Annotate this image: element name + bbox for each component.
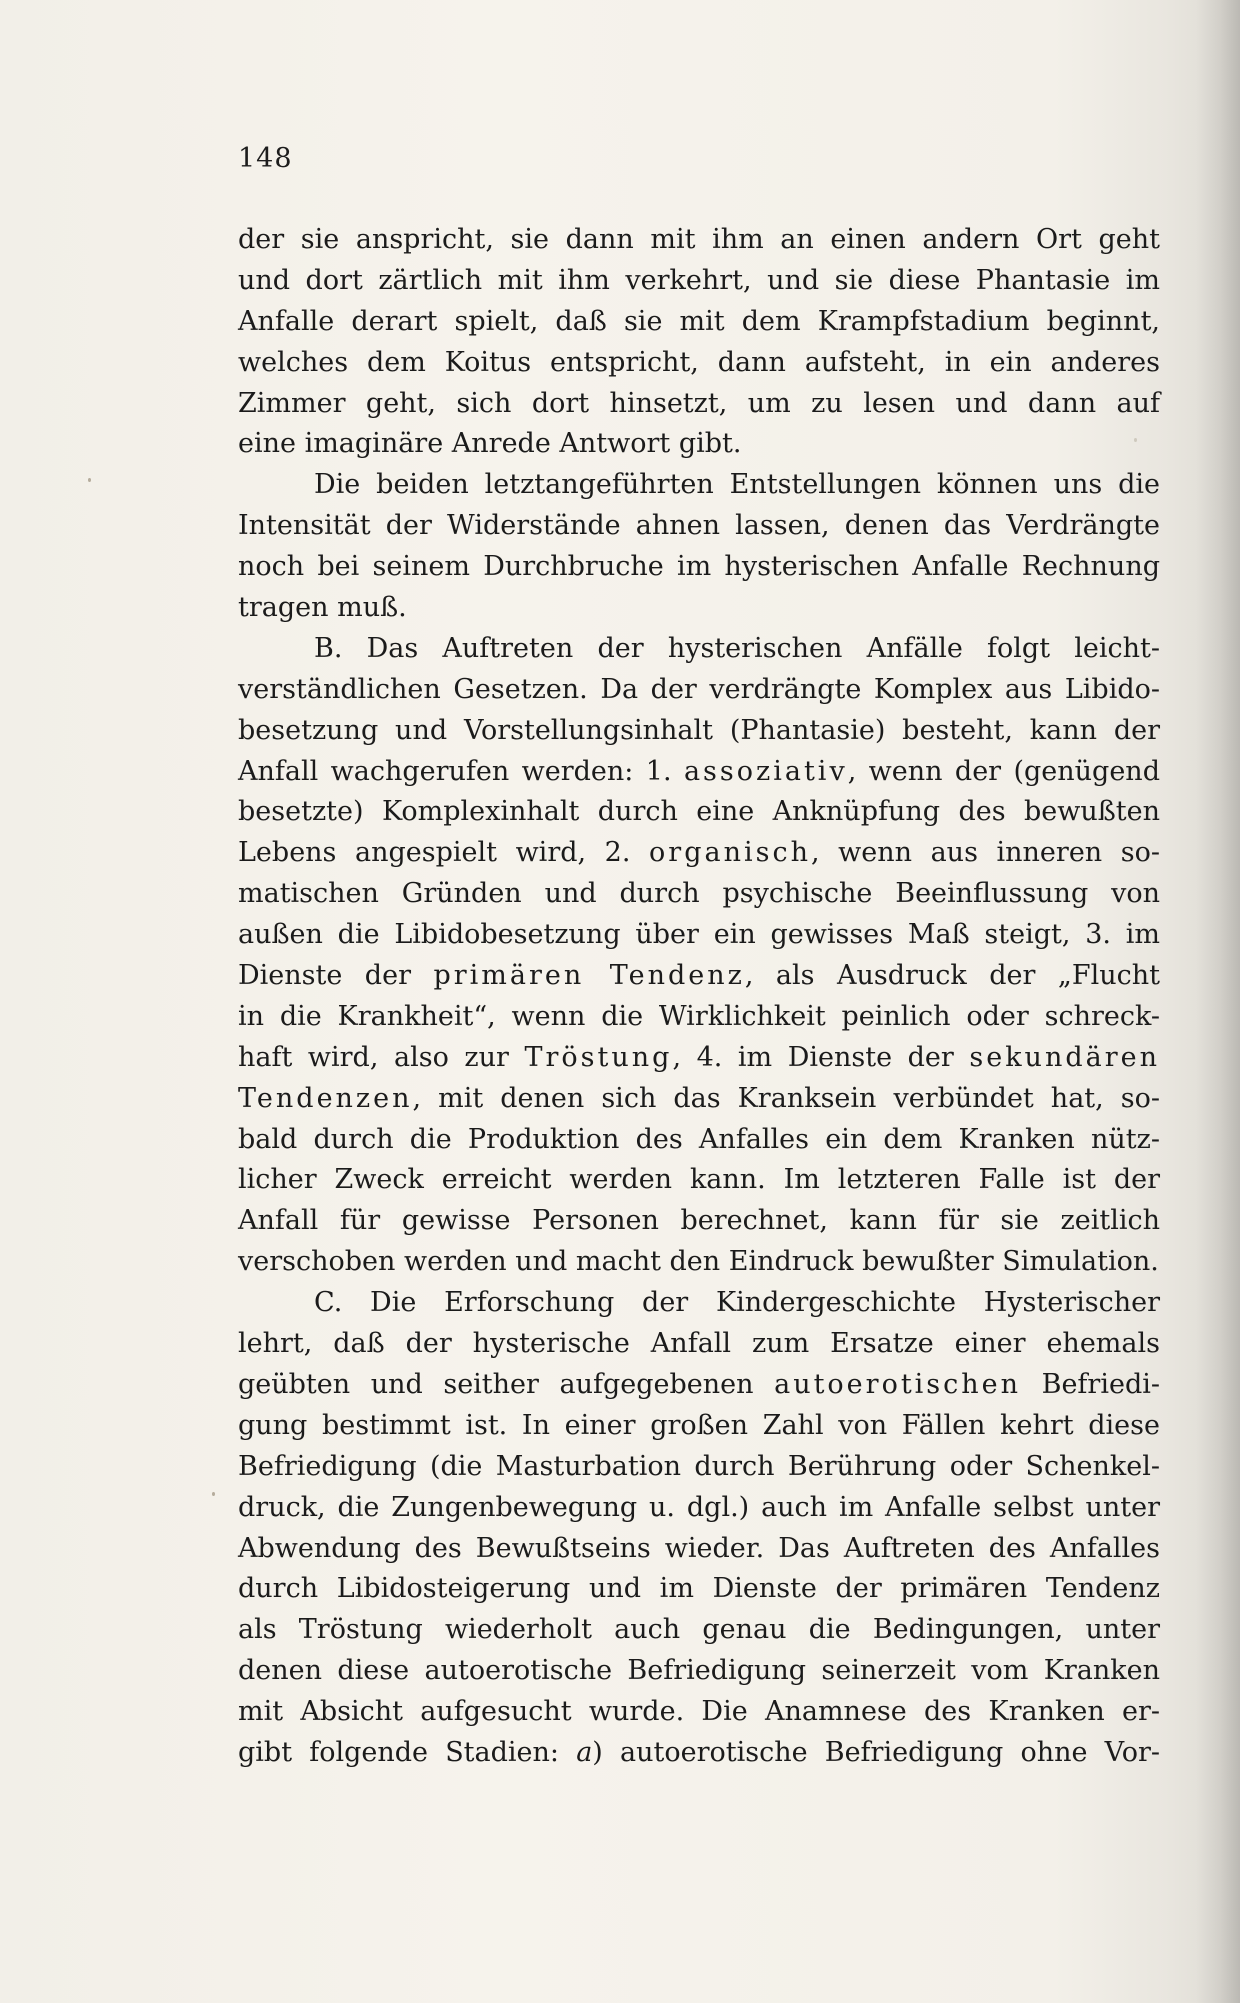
text-line: als Tröstung wiederholt auch genau die Bedingungen, unter bbox=[238, 1614, 1160, 1646]
spaced-term: assoziativ bbox=[683, 755, 848, 787]
text-line: und dort zärtlich mit ihm verkehrt, und sie diese Phantasie im bbox=[238, 264, 1160, 296]
spaced-term: primären Tendenz bbox=[433, 960, 745, 992]
text-line: druck, die Zungenbewegung u. dgl.) auch im Anfalle selbst unter bbox=[238, 1491, 1160, 1523]
text-line: Anfall für gewisse Personen berechnet, kann für sie zeitlich bbox=[238, 1205, 1160, 1237]
text-line: Befriedigung (die Masturbation durch Berührung oder Schenkel- bbox=[238, 1450, 1160, 1482]
text-line: durch Libidosteigerung und im Dienste der primären Tendenz bbox=[238, 1573, 1160, 1605]
text-line: B. Das Auftreten der hysterischen Anfälle folgt leicht- bbox=[314, 632, 1160, 664]
text-line: matischen Gründen und durch psychische Beeinflussung von bbox=[238, 878, 1160, 910]
text-line: Die beiden letztangeführten Entstellungen können uns die bbox=[314, 469, 1160, 501]
spaced-term: sekundären bbox=[969, 1041, 1160, 1073]
text-line: außen die Libidobesetzung über ein gewisses Maß steigt, 3. im bbox=[238, 919, 1160, 951]
text-line: geübten und seither aufgegebenen autoerotischen Befriedi- bbox=[238, 1368, 1160, 1400]
text-line: Zimmer geht, sich dort hinsetzt, um zu lesen und dann auf bbox=[238, 387, 1160, 419]
text-line: Dienste der primären Tendenz, als Ausdruck der „Flucht bbox=[238, 960, 1160, 992]
text-line: besetzung und Vorstellungsinhalt (Phantasie) besteht, kann der bbox=[238, 714, 1160, 746]
spaced-term: autoerotischen bbox=[774, 1368, 1022, 1400]
body-text bbox=[238, 220, 1160, 1774]
text-line: der sie anspricht, sie dann mit ihm an einen andern Ort geht bbox=[238, 224, 1160, 255]
paper-speck bbox=[88, 478, 91, 482]
text-line: denen diese autoerotische Befriedigung seinerzeit vom Kranken bbox=[238, 1655, 1160, 1687]
text-line: gibt folgende Stadien: a) autoerotische Befriedigung ohne Vor- bbox=[238, 1736, 1160, 1768]
text-line: mit Absicht aufgesucht wurde. Die Anamnese des Kranken er- bbox=[238, 1696, 1160, 1728]
text-line: C. Die Erforschung der Kindergeschichte Hysterischer bbox=[314, 1287, 1160, 1319]
text-line: Anfall wachgerufen werden: 1. assoziativ, wenn der (genügend bbox=[238, 755, 1160, 787]
text-line: besetzte) Komplexinhalt durch eine Anknüpfung des bewußten bbox=[238, 796, 1160, 828]
text-line: Anfalle derart spielt, daß sie mit dem Krampfstadium beginnt, bbox=[238, 305, 1160, 337]
italic-letter: a bbox=[576, 1736, 593, 1768]
text-line: tragen muß. bbox=[238, 592, 407, 624]
text-line: Tendenzen, mit denen sich das Kranksein verbündet hat, so- bbox=[238, 1082, 1160, 1114]
text-line: licher Zweck erreicht werden kann. Im letzteren Falle ist der bbox=[238, 1164, 1160, 1196]
paper-speck bbox=[1134, 438, 1137, 442]
page-edge-shadow bbox=[1196, 0, 1240, 2003]
spaced-term: Tendenzen bbox=[238, 1082, 413, 1114]
text-line: Intensität der Widerstände ahnen lassen, denen das Verdrängte bbox=[238, 510, 1160, 542]
text-line: haft wird, also zur Tröstung, 4. im Dienste der sekundären bbox=[238, 1041, 1160, 1073]
text-line: bald durch die Produktion des Anfalles ein dem Kranken nütz- bbox=[238, 1123, 1160, 1155]
page-number: 148 bbox=[238, 143, 293, 174]
text-line: noch bei seinem Durchbruche im hysterischen Anfalle Rechnung bbox=[238, 551, 1160, 583]
text-line: verständlichen Gesetzen. Da der verdrängte Komplex aus Libido- bbox=[238, 673, 1160, 705]
text-line: gung bestimmt ist. In einer großen Zahl von Fällen kehrt diese bbox=[238, 1409, 1160, 1441]
text-line: Lebens angespielt wird, 2. organisch, wenn aus inneren so- bbox=[238, 837, 1160, 869]
text-line: Abwendung des Bewußtseins wieder. Das Auftreten des Anfalles bbox=[238, 1532, 1160, 1564]
text-line: verschoben werden und macht den Eindruck bewußter Simulation. bbox=[238, 1246, 1159, 1278]
paper-speck bbox=[212, 1492, 215, 1496]
text-line: in die Krankheit“, wenn die Wirklichkeit peinlich oder schreck- bbox=[238, 1000, 1160, 1032]
text-line: welches dem Koitus entspricht, dann aufsteht, in ein anderes bbox=[238, 346, 1160, 378]
spaced-term: Tröstung bbox=[524, 1041, 673, 1073]
text-line: eine imaginäre Anrede Antwort gibt. bbox=[238, 428, 742, 460]
spaced-term: organisch bbox=[649, 837, 811, 869]
text-line: lehrt, daß der hysterische Anfall zum Ersatze einer ehemals bbox=[238, 1328, 1160, 1360]
